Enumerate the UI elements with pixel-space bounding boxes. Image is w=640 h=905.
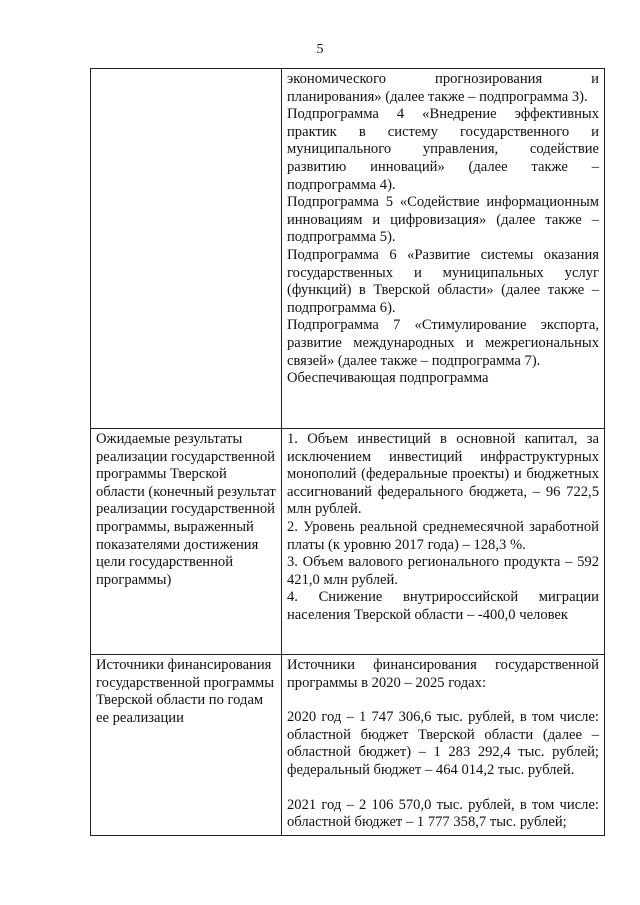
result-2-text: 2. Уровень реальной среднемесячной заработной платы (к уровню 2017 года) – 128,3 %. bbox=[287, 518, 599, 553]
subprogram-7-text: Подпрограмма 7 «Стимулирование экспорта, развитие международных и межрегиональных связей» (далее также – подпрограмма 7). bbox=[287, 317, 599, 369]
table-row bbox=[91, 429, 605, 655]
funding-sources-content bbox=[282, 655, 605, 836]
result-1-text: 1. Объем инвестиций в основной капитал, за исключением инвестиций инфраструктурных монополий (федеральные проекты) и бюджетных ассигнований федерального бюджета, – 96 722,5 млн рублей. bbox=[287, 431, 599, 518]
result-3-text: 3. Объем валового регионального продукта – 592 421,0 млн рублей. bbox=[287, 554, 599, 588]
funding-intro-text: Источники финансирования государственной программы в 2020 – 2025 годах: bbox=[287, 657, 599, 691]
page-number: 5 bbox=[316, 42, 324, 57]
result-4-text: 4. Снижение внутрироссийской миграции населения Тверской области – -400,0 человек bbox=[287, 589, 599, 623]
funding-sources-label: Источники финансирования государственной программы Тверской области по годам ее реализации bbox=[91, 655, 282, 836]
funding-2020-text: 2020 год – 1 747 306,6 тыс. рублей, в том числе: областной бюджет Тверской области (далее – областной бюджет) – 1 283 292,4 тыс. рублей; федеральный бюджет – 464 014,2 тыс. рублей. bbox=[287, 709, 599, 778]
subprogram-4-text: Подпрограмма 4 «Внедрение эффективных практик в систему государственного и муниципального управления, содействие развитию инноваций» (далее также – подпрограмма 4). bbox=[287, 106, 599, 193]
table-row bbox=[91, 655, 605, 836]
subprogram-3-text: экономического прогнозирования и планирования» (далее также – подпрограмма 3). bbox=[287, 71, 599, 105]
table-row bbox=[91, 69, 605, 429]
expected-results-content bbox=[282, 429, 605, 655]
expected-results-label: Ожидаемые результаты реализации государственной программы Тверской области (конечный результат реализации государственной программы, выраженный показателями достижения цели государственной программы) bbox=[91, 429, 282, 655]
subprogram-6-text: Подпрограмма 6 «Развитие системы оказания государственных и муниципальных услуг (функций) в Тверской области» (далее также – подпрограмма 6). bbox=[287, 246, 599, 316]
supporting-subprogram-text: Обеспечивающая подпрограмма bbox=[287, 370, 489, 387]
row-1-label bbox=[91, 69, 282, 429]
funding-2021-text: 2021 год – 2 106 570,0 тыс. рублей, в том числе: областной бюджет – 1 777 358,7 тыс. рублей; bbox=[287, 796, 599, 831]
subprogram-5-text: Подпрограмма 5 «Содействие информационным инновациям и цифровизация» (далее также – подпрограмма 5). bbox=[287, 194, 599, 246]
row-1-content bbox=[282, 69, 605, 429]
program-passport-table bbox=[90, 68, 605, 836]
